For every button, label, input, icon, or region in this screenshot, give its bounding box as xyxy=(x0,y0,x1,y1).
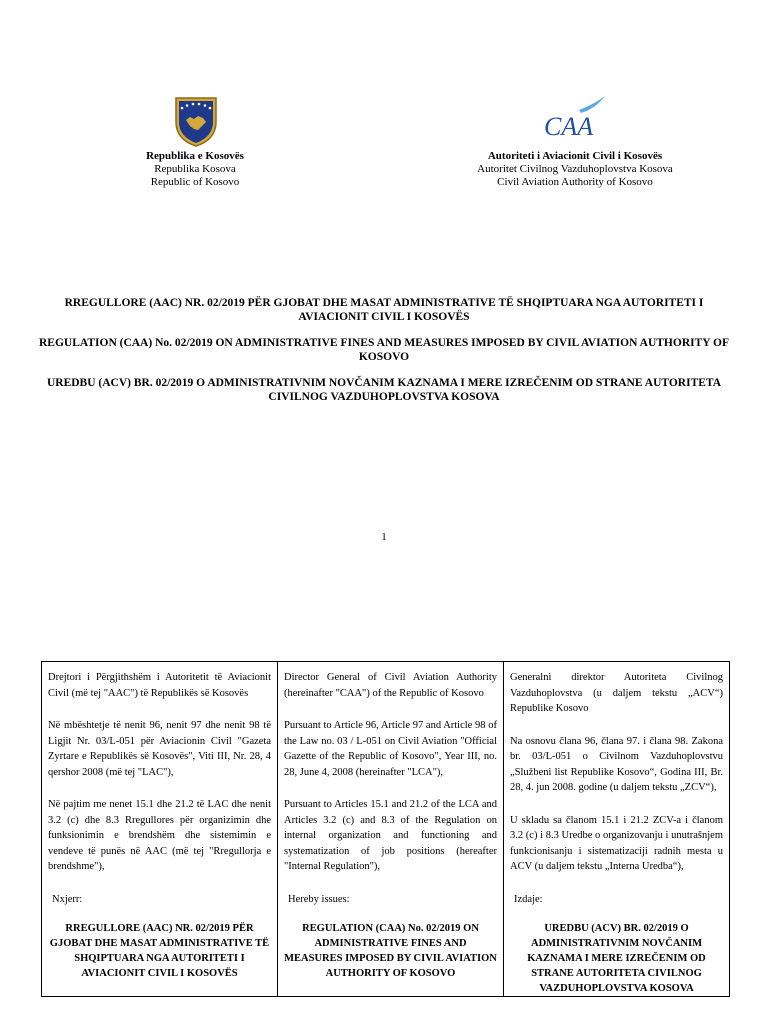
issuer-right-line2: Autoritet Civilnog Vazduhoplovstva Kosova xyxy=(477,163,673,175)
issuer-right-line3: Civil Aviation Authority of Kosovo xyxy=(497,176,653,188)
title-serbian: UREDBU (ACV) BR. 02/2019 O ADMINISTRATIVNIM NOVČANIM KAZNAMA I MERE IZREČENIM OD STRANE AUTORITETA CIVILNOG VAZDUHOPLOVSTVA KOSOVA xyxy=(46,377,722,403)
issuer-left-block xyxy=(100,150,290,189)
col-serbian-p2: Na osnovu člana 96, člana 97. i člana 98. Zakona br. 03/L-051 o Civilnom Vazduhoplovstvu „Službeni list Republike Kosovo“, Godina III, Br. 28, 4. jun 2008. godine (u daljem tekstu „ZCV“), xyxy=(510,735,723,793)
col-serbian-p1: Generalni direktor Autoriteta Civilnog Vazduhoplovstva (u daljem tekstu „ACV“) Republike Kosovo xyxy=(510,672,723,714)
col-english-p3: Pursuant to Articles 15.1 and 21.2 of the LCA and Articles 3.2 (c) and 8.3 of the Regulation on internal organization and functioning and systematization of job positions (hereafter "Internal Regulation"), xyxy=(284,799,497,872)
column-english xyxy=(278,662,504,997)
col-albanian-issue: Nxjerr: xyxy=(52,893,83,905)
kosovo-coat-of-arms-icon xyxy=(172,96,220,148)
col-albanian-p1: Drejtori i Përgjithshëm i Autoritetit të Aviacionit Civil (më tej "AAC") të Republikës së Kosovës xyxy=(48,672,271,699)
col-english-title: REGULATION (CAA) No. 02/2019 ON ADMINISTRATIVE FINES AND MEASURES IMPOSED BY CIVIL AVIATION AUTHORITY OF KOSOVO xyxy=(284,923,497,979)
column-albanian xyxy=(42,662,278,997)
column-serbian xyxy=(504,662,730,997)
caa-logo-text: CAA xyxy=(544,112,594,138)
title-english: REGULATION (CAA) No. 02/2019 ON ADMINISTRATIVE FINES AND MEASURES IMPOSED BY CIVIL AVIATION AUTHORITY OF KOSOVO xyxy=(39,337,729,363)
page-number: 1 xyxy=(381,531,387,543)
document-titles xyxy=(30,296,738,416)
title-albanian: RREGULLORE (AAC) NR. 02/2019 PËR GJOBAT DHE MASAT ADMINISTRATIVE TË SHQIPTUARA NGA AUTORITETI I AVIACIONIT CIVIL I KOSOVËS xyxy=(64,297,704,323)
caa-logo xyxy=(541,96,611,138)
col-serbian-title: UREDBU (ACV) BR. 02/2019 O ADMINISTRATIVNIM NOVČANIM KAZNAMA I MERE IZREČENIM OD STRANE AUTORITETA CIVILNOG VAZDUHOPLOVSTVA KOSOVA xyxy=(527,923,706,994)
col-serbian-issue: Izdaje: xyxy=(514,893,543,905)
issuer-left-line3: Republic of Kosovo xyxy=(150,176,240,188)
col-english-issue: Hereby issues: xyxy=(288,893,350,905)
col-albanian-p2: Në mbështetje të nenit 96, nenit 97 dhe nenit 98 të Ligjit Nr. 03/L-051 për Aviacionin Civil "Gazeta Zyrtare e Republikës së Kosovës", Viti III, Nr. 28, 4 qershor 2008 (më tej "LAC"), xyxy=(48,720,271,778)
issuer-right-line1: Autoriteti i Aviacionit Civil i Kosovës xyxy=(487,150,663,162)
col-english-p2: Pursuant to Article 96, Article 97 and Article 98 of the Law no. 03 / L-051 on Civil Aviation "Official Gazette of the Republic of Kosovo", Year III, no. 28, June 4, 2008 (hereinafter "LCA"), xyxy=(284,720,497,778)
col-albanian-title: RREGULLORE (AAC) NR. 02/2019 PËR GJOBAT DHE MASAT ADMINISTRATIVE TË SHQIPTUARA NGA AUTORITETI I AVIACIONIT CIVIL I KOSOVËS xyxy=(49,923,270,979)
trilingual-table xyxy=(41,661,730,997)
col-english-p1: Director General of Civil Aviation Authority (hereinafter "CAA") of the Republic of Kosovo xyxy=(284,672,497,699)
issuer-right-block xyxy=(450,150,700,189)
issuer-left-line1: Republika e Kosovës xyxy=(146,150,244,162)
table-row xyxy=(42,662,730,997)
issuer-left-line2: Republika Kosova xyxy=(154,163,236,175)
col-serbian-p3: U skladu sa članom 15.1 i 21.2 ZCV-a i članom 3.2 (c) i 8.3 Uredbe o organizovanju i unutrašnjem funkcionisanju i sistematizaciji radnih mesta u ACV (u daljem tekstu „Interna Uredba“), xyxy=(510,814,723,872)
col-albanian-p3: Në pajtim me nenet 15.1 dhe 21.2 të LAC dhe nenit 3.2 (c) dhe 8.3 Rregullores për organizimin dhe funksionimin e brendshëm dhe sistemimin e vendeve të punës në AAC (më tej "Rregullorja e brendshme"), xyxy=(48,799,271,872)
